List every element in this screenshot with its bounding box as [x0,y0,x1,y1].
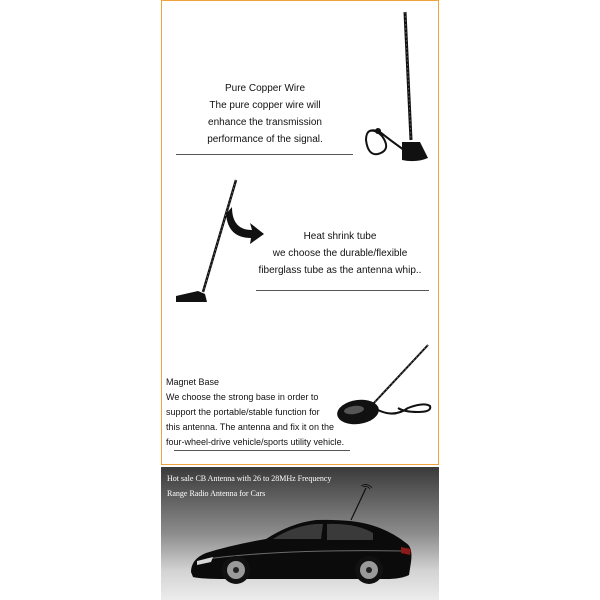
section-title: Magnet Base [166,377,220,387]
section-line: We choose the strong base in order to [166,392,319,402]
section-line: this antenna. The antenna and fix it on the [166,422,334,432]
section-line: performance of the signal. [207,134,323,145]
car-image [161,467,439,600]
section-title: Pure Copper Wire [224,83,306,94]
banner-caption: Range Radio Antenna for Cars [167,489,266,498]
section-line: four-wheel-drive vehicle/sports utility vehicle. [166,437,345,447]
section-title: Heat shrink tube [303,231,377,242]
section-line: fiberglass tube as the antenna whip.. [258,265,422,276]
banner-caption: Hot sale CB Antenna with 26 to 28MHz Frequency [167,474,332,483]
section-line: support the portable/stable function for [166,407,320,417]
product-banner [161,467,439,600]
section-line: we choose the durable/flexible [272,248,408,259]
section-line: The pure copper wire will [209,100,321,111]
section-line: enhance the transmission [208,117,322,128]
